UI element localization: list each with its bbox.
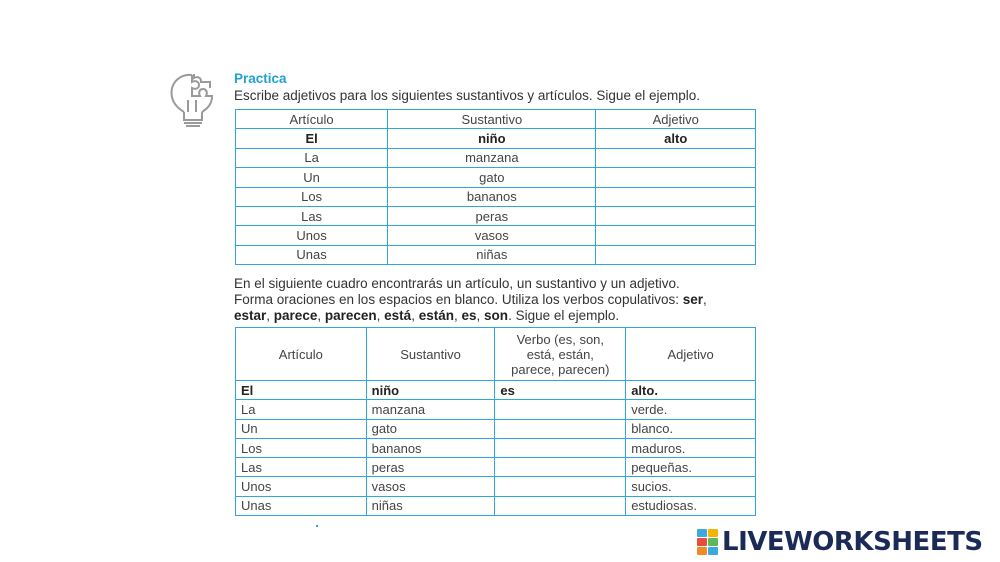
cell-articulo: Unos: [236, 477, 367, 496]
table-row: [236, 381, 756, 400]
cell-sustantivo: manzana: [366, 400, 495, 419]
cell-sustantivo: niño: [388, 129, 596, 148]
cell-sustantivo: vasos: [388, 226, 596, 245]
answer-input-adjetivo[interactable]: [596, 148, 756, 167]
table-row: [236, 168, 756, 187]
logo-blocks-icon: [697, 529, 718, 555]
answer-input-adjetivo[interactable]: [596, 206, 756, 225]
verb-keyword: están: [418, 308, 454, 323]
paragraph-line: estar, parece, parecen, está, están, es, son. Sigue el ejemplo.: [234, 308, 620, 323]
header-articulo: Artículo: [236, 110, 388, 129]
cell-verbo: es: [495, 381, 626, 400]
cell-articulo: El: [236, 129, 388, 148]
cell-articulo: Unos: [236, 226, 388, 245]
verb-keyword: parecen: [324, 308, 377, 323]
table-row: [236, 477, 756, 496]
header-sustantivo: Sustantivo: [366, 328, 495, 381]
header-sustantivo: Sustantivo: [388, 110, 596, 129]
table-header-row: [236, 328, 756, 381]
answer-input-verbo[interactable]: [495, 496, 626, 515]
verb-keyword: estar: [234, 308, 267, 323]
paragraph-text: Sigue el ejemplo.: [515, 308, 620, 323]
cell-adjetivo: sucios.: [626, 477, 756, 496]
table-row: [236, 245, 756, 264]
table-row: [236, 187, 756, 206]
cell-sustantivo: gato: [366, 419, 495, 438]
cell-sustantivo: niñas: [366, 496, 495, 515]
table-row: [236, 129, 756, 148]
verb-keyword: parece: [273, 308, 318, 323]
cell-articulo: Los: [236, 438, 367, 457]
table-row: [236, 226, 756, 245]
cell-adjetivo: alto: [596, 129, 756, 148]
section-title: Practica: [234, 71, 287, 86]
cell-articulo: Un: [236, 168, 388, 187]
answer-input-verbo[interactable]: [495, 438, 626, 457]
table-row: [236, 458, 756, 477]
cell-adjetivo: alto.: [626, 381, 756, 400]
cell-sustantivo: gato: [388, 168, 596, 187]
cell-articulo: La: [236, 148, 388, 167]
verb-keyword: es: [461, 308, 477, 323]
verb-keyword: está: [384, 308, 412, 323]
cell-sustantivo: peras: [388, 206, 596, 225]
liveworksheets-logo: [697, 528, 983, 556]
decorative-dot: [316, 525, 318, 527]
paragraph-line: Forma oraciones en los espacios en blanco. Utiliza los verbos copulativos: ser,: [234, 292, 707, 307]
table-row: [236, 496, 756, 515]
table-row: [236, 400, 756, 419]
table-row: [236, 438, 756, 457]
cell-adjetivo: estudiosas.: [626, 496, 756, 515]
cell-adjetivo: maduros.: [626, 438, 756, 457]
cell-sustantivo: niño: [366, 381, 495, 400]
cell-articulo: Un: [236, 419, 367, 438]
cell-articulo: Las: [236, 206, 388, 225]
table-header-row: [236, 110, 756, 129]
lightbulb-puzzle-icon: [166, 70, 216, 130]
instruction-text: Escribe adjetivos para los siguientes sustantivos y artículos. Sigue el ejemplo.: [234, 88, 700, 103]
table-row: [236, 148, 756, 167]
cell-articulo: Unas: [236, 496, 367, 515]
cell-articulo: El: [236, 381, 367, 400]
table-row: [236, 419, 756, 438]
answer-input-verbo[interactable]: [495, 477, 626, 496]
cell-sustantivo: peras: [366, 458, 495, 477]
table-row: [236, 206, 756, 225]
answer-input-adjetivo[interactable]: [596, 245, 756, 264]
logo-text: LIVEWORKSHEETS: [722, 527, 983, 557]
instruction-paragraph: [234, 276, 774, 324]
cell-sustantivo: vasos: [366, 477, 495, 496]
answer-input-adjetivo[interactable]: [596, 226, 756, 245]
paragraph-line: En el siguiente cuadro encontrarás un artículo, un sustantivo y un adjetivo.: [234, 276, 680, 291]
cell-sustantivo: manzana: [388, 148, 596, 167]
cell-articulo: La: [236, 400, 367, 419]
answer-input-verbo[interactable]: [495, 458, 626, 477]
header-articulo: Artículo: [236, 328, 367, 381]
cell-sustantivo: bananos: [366, 438, 495, 457]
header-verbo: Verbo (es, son, está, están, parece, parecen): [495, 328, 626, 381]
cell-adjetivo: blanco.: [626, 419, 756, 438]
header-adjetivo: Adjetivo: [626, 328, 756, 381]
cell-articulo: Las: [236, 458, 367, 477]
header-adjetivo: Adjetivo: [596, 110, 756, 129]
answer-input-adjetivo[interactable]: [596, 187, 756, 206]
cell-sustantivo: bananos: [388, 187, 596, 206]
answer-input-verbo[interactable]: [495, 419, 626, 438]
answer-input-adjetivo[interactable]: [596, 168, 756, 187]
cell-sustantivo: niñas: [388, 245, 596, 264]
cell-articulo: Los: [236, 187, 388, 206]
sentences-table: [235, 327, 756, 516]
verb-keyword: ser: [682, 292, 704, 307]
verb-keyword: son: [484, 308, 509, 323]
adjectives-table: [235, 109, 756, 265]
cell-adjetivo: verde.: [626, 400, 756, 419]
answer-input-verbo[interactable]: [495, 400, 626, 419]
cell-articulo: Unas: [236, 245, 388, 264]
paragraph-text: Forma oraciones en los espacios en blanco. Utiliza los verbos copulativos:: [234, 292, 683, 307]
cell-adjetivo: pequeñas.: [626, 458, 756, 477]
